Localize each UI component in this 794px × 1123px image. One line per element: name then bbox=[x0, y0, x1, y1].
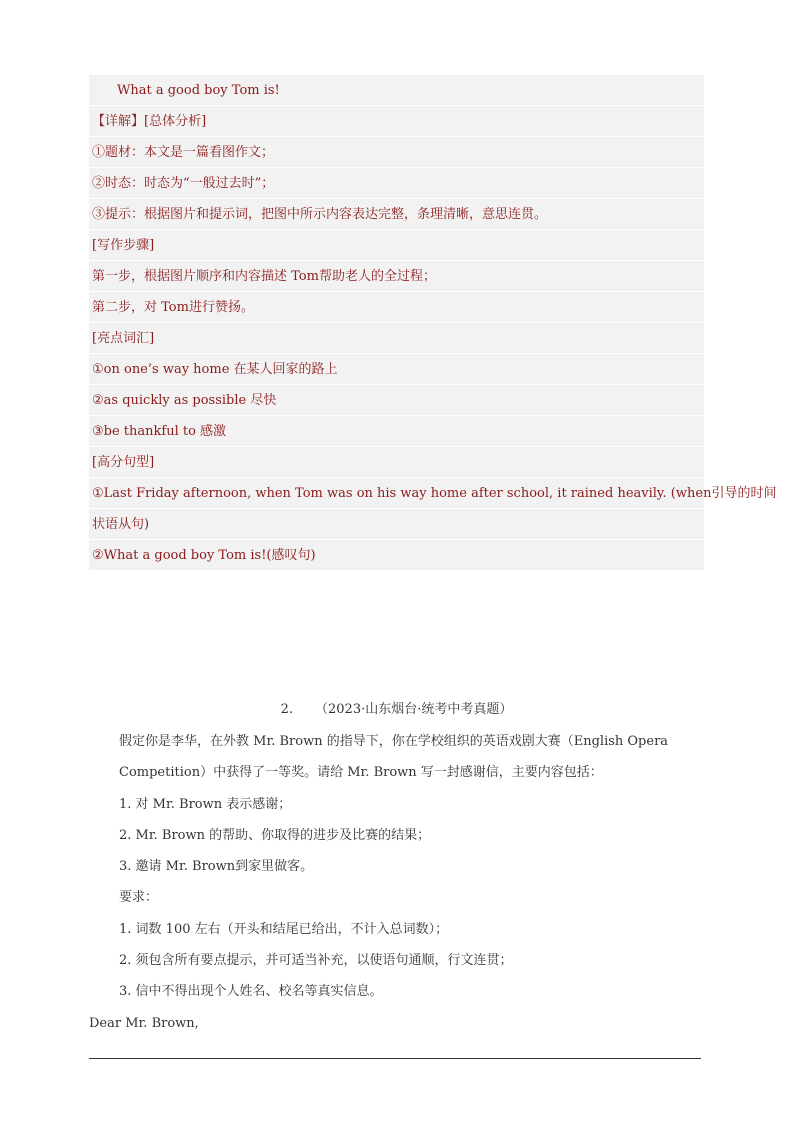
requirement-item: 1. 词数 100 左右（开头和结尾已给出，不计入总词数）； bbox=[119, 921, 449, 937]
analysis-item: ③提示：根据图片和提示词，把图中所示内容表达完整，条理清晰，意思连贯。 bbox=[89, 199, 704, 230]
analysis-header: 【详解】[总体分析] bbox=[89, 106, 704, 137]
model-sentence: What a good boy Tom is! bbox=[89, 75, 704, 106]
steps-header: [写作步骤] bbox=[89, 230, 704, 261]
sentence-item: ②What a good boy Tom is!(感叹句) bbox=[89, 540, 704, 571]
sentence-item: ①Last Friday afternoon, when Tom was on his way home after school, it rained heavily. (when引导的时间 bbox=[89, 478, 704, 509]
requirement-item: 3. 信中不得出现个人姓名、校名等真实信息。 bbox=[119, 984, 383, 1000]
content-point: 1. 对 Mr. Brown 表示感谢； bbox=[119, 796, 292, 812]
step-item: 第一步，根据图片顺序和内容描述 Tom帮助老人的全过程； bbox=[89, 261, 704, 292]
vocab-item: ①on one’s way home 在某人回家的路上 bbox=[89, 354, 704, 385]
question-number: 2. bbox=[280, 702, 294, 717]
prompt-line: 假定你是李华，在外教 Mr. Brown 的指导下，你在学校组织的英语戏剧大赛（English Opera bbox=[119, 734, 669, 749]
prompt-line: Competition）中获得了一等奖。请给 Mr. Brown 写一封感谢信，主要内容包括： bbox=[119, 765, 603, 781]
vocab-item: ②as quickly as possible 尽快 bbox=[89, 385, 704, 416]
vocab-item: ③be thankful to 感激 bbox=[89, 416, 704, 447]
content-point: 3. 邀请 Mr. Brown到家里做客。 bbox=[119, 859, 314, 875]
step-item: 第二步，对 Tom进行赞扬。 bbox=[89, 292, 704, 323]
question-title bbox=[89, 694, 704, 726]
letter-salutation: Dear Mr. Brown, bbox=[89, 1015, 199, 1031]
content-point: 2. Mr. Brown 的帮助、你取得的进步及比赛的结果； bbox=[119, 827, 431, 843]
analysis-item: ①题材：本文是一篇看图作文； bbox=[89, 137, 704, 168]
answer-explanation-box bbox=[89, 75, 777, 571]
vocab-header: [亮点词汇] bbox=[89, 323, 704, 354]
answer-writing-line[interactable] bbox=[89, 1058, 701, 1059]
sentence-header: [高分句型] bbox=[89, 447, 704, 478]
requirement-item: 2. 须包含所有要点提示，并可适当补充，以使语句通顺，行文连贯； bbox=[119, 953, 513, 969]
writing-question bbox=[89, 694, 704, 1039]
analysis-item: ②时态：时态为“一般过去时”； bbox=[89, 168, 704, 199]
sentence-item: 状语从句) bbox=[89, 509, 704, 540]
requirements-header: 要求： bbox=[119, 890, 159, 906]
question-source: （2023·山东烟台·统考中考真题） bbox=[315, 702, 513, 717]
